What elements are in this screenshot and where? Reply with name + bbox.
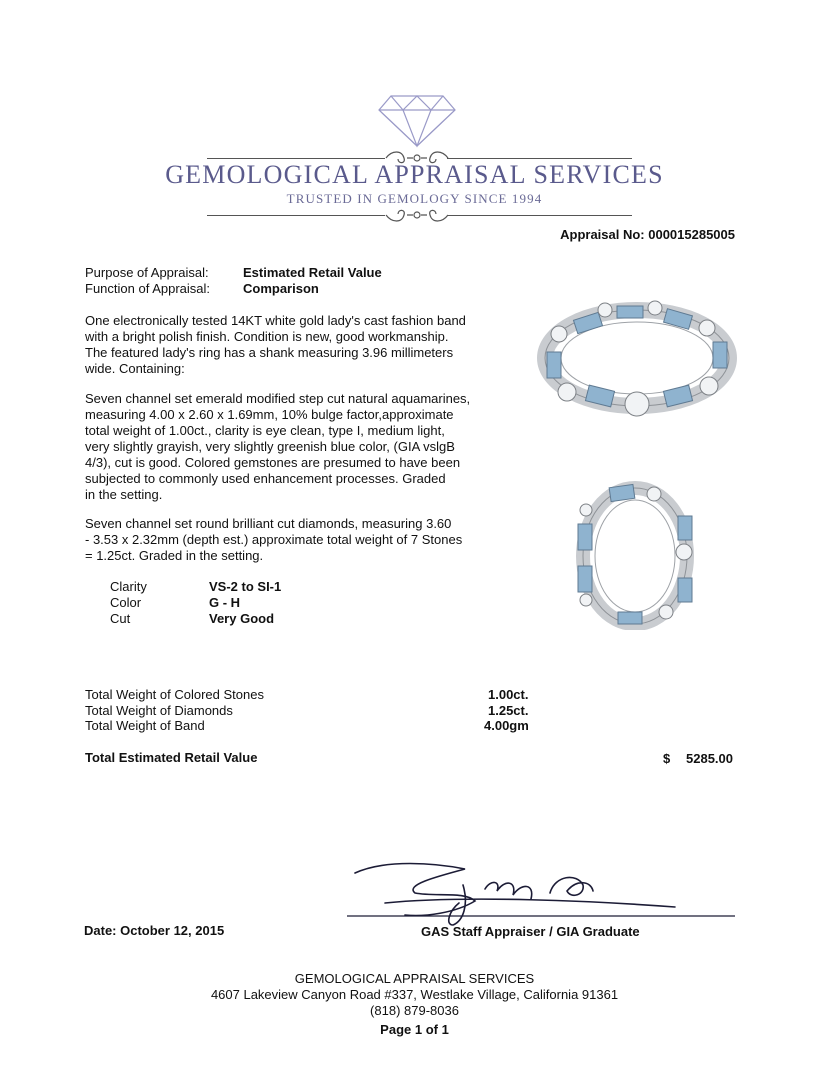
footer-address: 4607 Lakeview Canyon Road #337, Westlake Village, California 91361	[210, 987, 619, 1002]
text-line: with a bright polish finish. Condition is new, good workmanship.	[85, 329, 449, 344]
text-line: subjected to commonly used enhancement processes. Graded	[85, 471, 446, 486]
ring-photo-side	[570, 480, 700, 630]
appraiser-signature	[345, 855, 740, 930]
footer-phone: (818) 879-8036	[370, 1003, 459, 1018]
total-colored-stones-label: Total Weight of Colored Stones	[85, 687, 264, 702]
retail-amount: 5285.00	[686, 751, 733, 766]
text-line: The featured lady's ring has a shank measuring 3.96 millimeters	[85, 345, 454, 360]
company-tagline: TRUSTED IN GEMOLOGY SINCE 1994	[286, 191, 543, 206]
header-divider-top-right	[447, 158, 632, 159]
function-label: Function of Appraisal:	[85, 281, 211, 296]
text-line: wide. Containing:	[85, 361, 185, 376]
text-line: 4/3), cut is good. Colored gemstones are presumed to have been	[85, 455, 461, 470]
header-divider-bottom-right	[447, 215, 632, 216]
description-paragraph-2	[85, 391, 505, 503]
grading-clarity-value: VS-2 to SI-1	[209, 579, 282, 594]
diamond-logo-icon	[377, 90, 457, 150]
text-line: total weight of 1.00ct., clarity is eye clean, type I, medium light,	[85, 423, 445, 438]
company-name: GEMOLOGICAL APPRAISAL SERVICES	[165, 160, 664, 189]
text-line: One electronically tested 14KT white gold lady's cast fashion band	[85, 313, 466, 328]
scroll-ornament-icon	[382, 206, 452, 224]
appraisal-date: Date: October 12, 2015	[84, 923, 225, 938]
appraisal-number: Appraisal No: 000015285005	[560, 227, 735, 242]
text-line: very slightly grayish, very slightly greenish blue color, (GIA vslgB	[85, 439, 455, 454]
grading-color-label: Color	[110, 595, 142, 610]
retail-value-label: Total Estimated Retail Value	[85, 750, 258, 765]
appraiser-title: GAS Staff Appraiser / GIA Graduate	[421, 924, 640, 939]
text-line: Seven channel set round brilliant cut diamonds, measuring 3.60	[85, 516, 452, 531]
total-colored-stones-value: 1.00ct.	[488, 687, 529, 702]
total-band-value: 4.00gm	[484, 718, 529, 733]
function-value: Comparison	[243, 281, 319, 296]
header-divider-bottom	[207, 215, 385, 216]
total-diamonds-label: Total Weight of Diamonds	[85, 703, 233, 718]
total-diamonds-value: 1.25ct.	[488, 703, 529, 718]
grading-cut-value: Very Good	[209, 611, 275, 626]
grading-color-value: G - H	[209, 595, 241, 610]
text-line: in the setting.	[85, 487, 163, 502]
purpose-value: Estimated Retail Value	[243, 265, 382, 280]
description-paragraph-1	[85, 313, 505, 377]
purpose-label: Purpose of Appraisal:	[85, 265, 209, 280]
grading-clarity-label: Clarity	[110, 579, 147, 594]
footer-company: GEMOLOGICAL APPRAISAL SERVICES	[294, 971, 535, 986]
total-band-label: Total Weight of Band	[85, 718, 205, 733]
header-divider-top	[207, 158, 385, 159]
description-paragraph-3	[85, 516, 505, 564]
page-number: Page 1 of 1	[380, 1022, 449, 1037]
text-line: = 1.25ct. Graded in the setting.	[85, 548, 264, 563]
text-line: Seven channel set emerald modified step cut natural aquamarines,	[85, 391, 471, 406]
retail-currency: $	[663, 751, 671, 766]
text-line: - 3.53 x 2.32mm (depth est.) approximate total weight of 7 Stones	[85, 532, 463, 547]
text-line: measuring 4.00 x 2.60 x 1.69mm, 10% bulge factor,approximate	[85, 407, 454, 422]
grading-cut-label: Cut	[110, 611, 131, 626]
ring-photo-top	[537, 300, 737, 420]
